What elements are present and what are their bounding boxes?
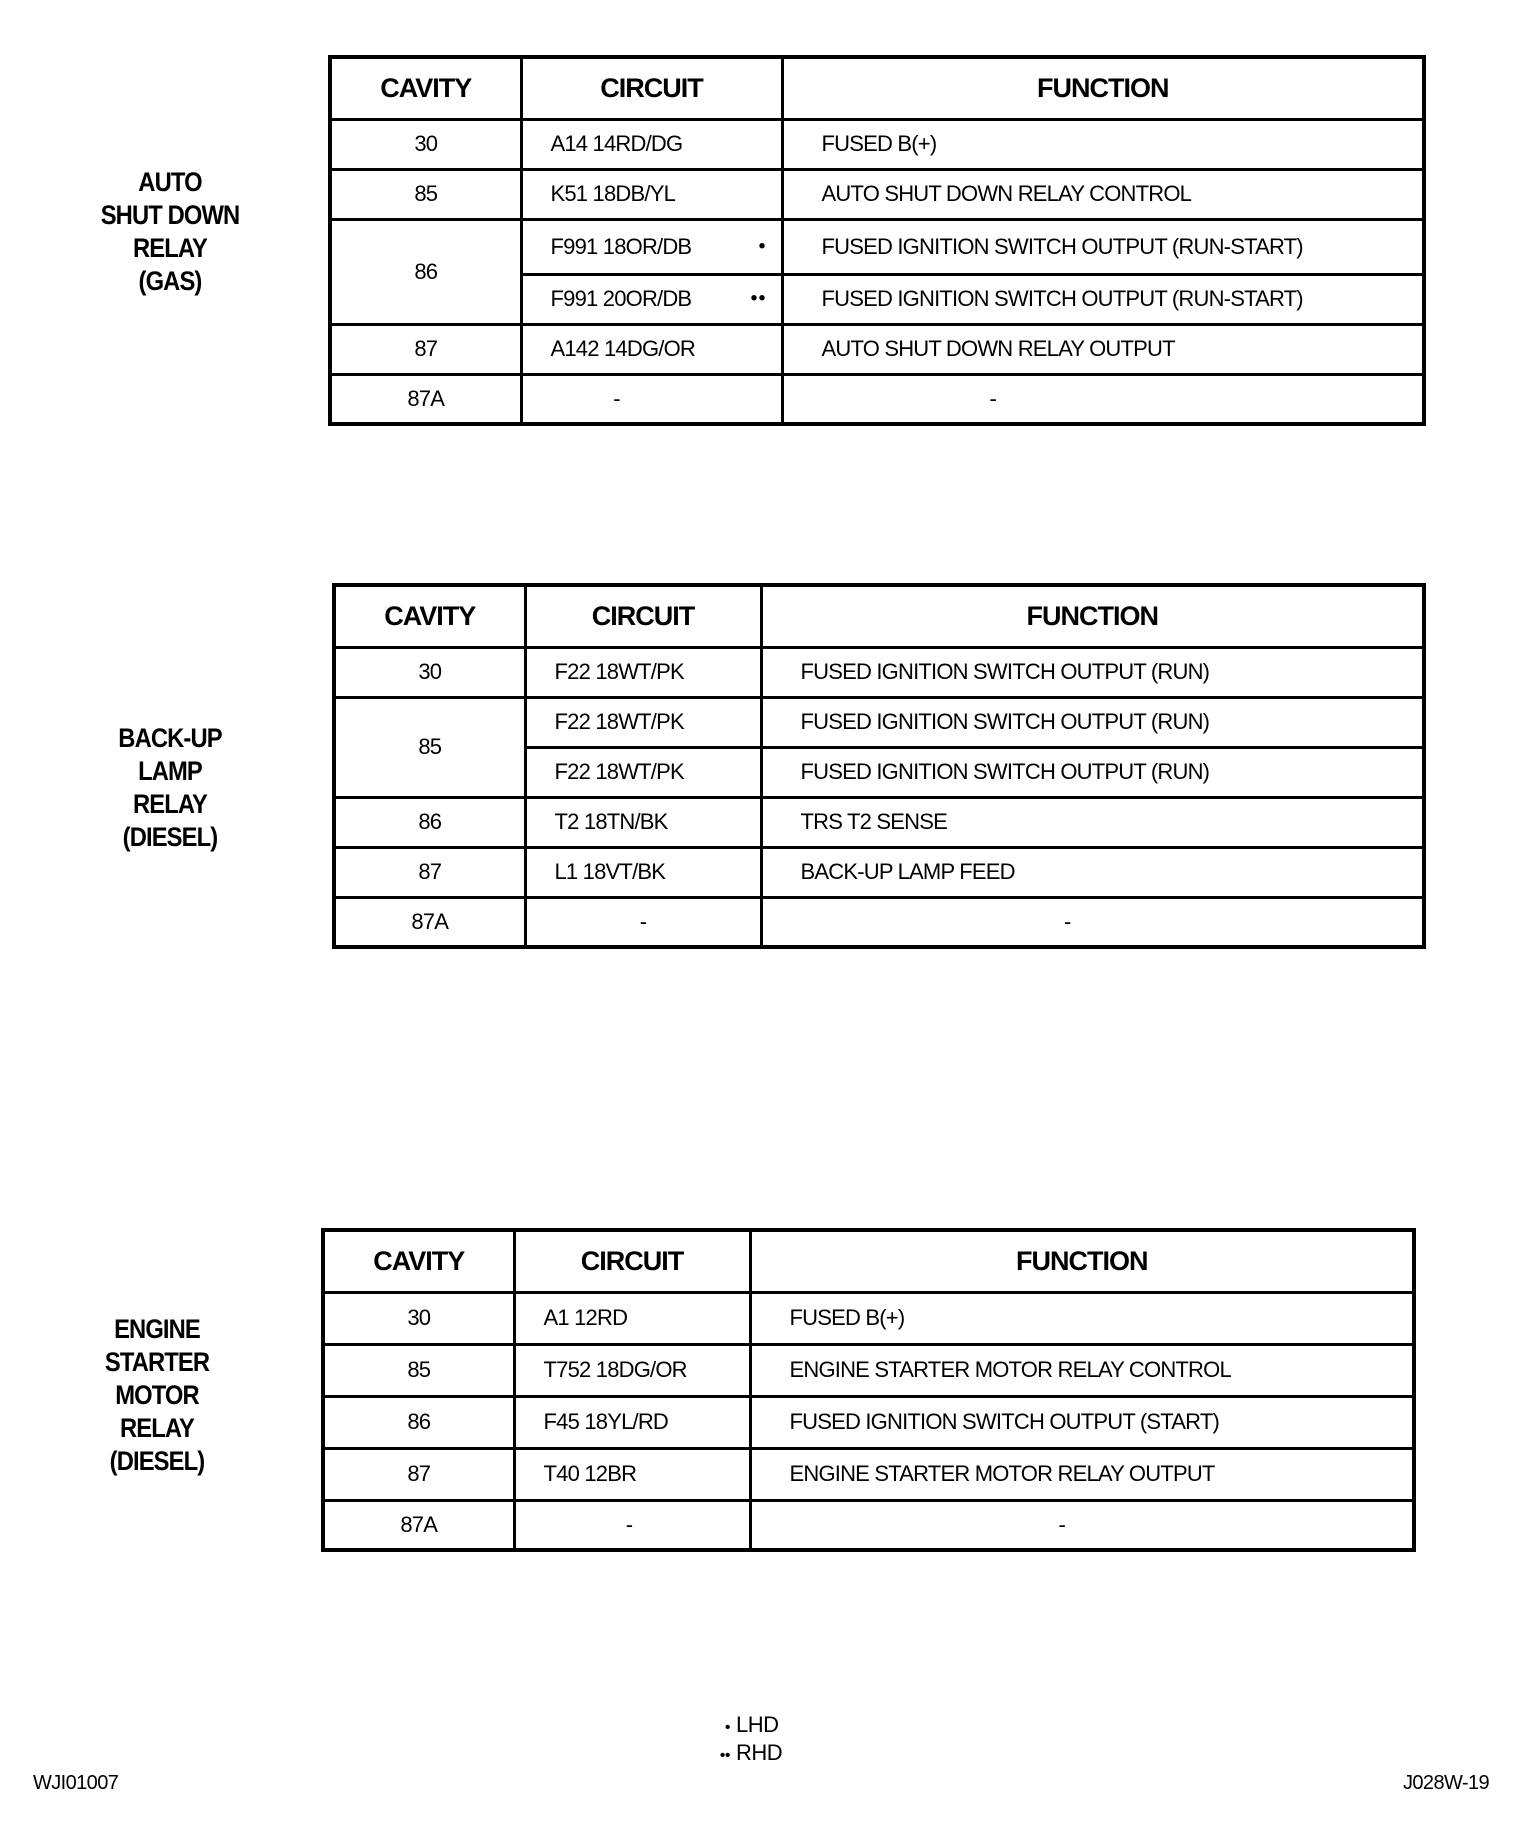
asd-relay-table	[328, 55, 1426, 426]
section-label-starter-relay	[82, 1313, 232, 1478]
cavity-cell: 30	[334, 647, 525, 697]
function-cell: FUSED IGNITION SWITCH OUTPUT (RUN)	[761, 747, 1424, 797]
function-cell: TRS T2 SENSE	[761, 797, 1424, 847]
circuit-cell: T752 18DG/OR	[514, 1344, 750, 1396]
cavity-cell: 87A	[330, 374, 521, 424]
figure-id-right: J028W-19	[1403, 1772, 1489, 1794]
label-line: RELAY	[133, 789, 207, 819]
table-row	[330, 374, 1424, 424]
function-cell: BACK-UP LAMP FEED	[761, 847, 1424, 897]
circuit-cell: A1 12RD	[514, 1292, 750, 1344]
label-line: BACK-UP	[118, 723, 222, 753]
cavity-cell: 87A	[323, 1500, 514, 1550]
label-line: LAMP	[138, 756, 202, 786]
function-cell: FUSED B(+)	[750, 1292, 1414, 1344]
function-cell: FUSED IGNITION SWITCH OUTPUT (RUN-START)	[782, 219, 1424, 274]
label-line: SHUT DOWN	[100, 200, 240, 230]
function-cell: ENGINE STARTER MOTOR RELAY OUTPUT	[750, 1448, 1414, 1500]
function-cell: AUTO SHUT DOWN RELAY CONTROL	[782, 169, 1424, 219]
header-function: FUNCTION	[761, 585, 1424, 647]
table-row	[323, 1396, 1414, 1448]
label-line: (DIESEL)	[109, 1446, 205, 1476]
circuit-cell: A142 14DG/OR	[521, 324, 782, 374]
header-circuit: CIRCUIT	[525, 585, 761, 647]
cavity-cell: 85	[330, 169, 521, 219]
cavity-cell: 87	[330, 324, 521, 374]
function-cell: FUSED IGNITION SWITCH OUTPUT (RUN)	[761, 697, 1424, 747]
cavity-cell: 87A	[334, 897, 525, 947]
circuit-cell: L1 18VT/BK	[525, 847, 761, 897]
table-row	[330, 119, 1424, 169]
cavity-cell: 85	[323, 1344, 514, 1396]
header-circuit: CIRCUIT	[521, 57, 782, 119]
label-line: (DIESEL)	[122, 822, 218, 852]
function-cell: -	[761, 897, 1424, 947]
table-row	[323, 1344, 1414, 1396]
table-row	[323, 1448, 1414, 1500]
circuit-cell: K51 18DB/YL	[521, 169, 782, 219]
table-row	[330, 169, 1424, 219]
cavity-cell: 86	[334, 797, 525, 847]
label-line: AUTO	[138, 167, 202, 197]
section-label-asd-relay	[95, 166, 245, 298]
circuit-cell: F22 18WT/PK	[525, 647, 761, 697]
header-row	[323, 1230, 1414, 1292]
function-cell: ENGINE STARTER MOTOR RELAY CONTROL	[750, 1344, 1414, 1396]
label-line: RELAY	[133, 233, 207, 263]
header-cavity: CAVITY	[330, 57, 521, 119]
legend-text: RHD	[736, 1740, 783, 1765]
legend-text: LHD	[736, 1712, 779, 1737]
table-row	[323, 1292, 1414, 1344]
backup-lamp-relay-table	[332, 583, 1426, 949]
table-row	[330, 324, 1424, 374]
circuit-cell	[521, 219, 782, 274]
table-row	[334, 897, 1424, 947]
header-function: FUNCTION	[750, 1230, 1414, 1292]
label-line: RELAY	[120, 1413, 194, 1443]
cavity-cell: 30	[323, 1292, 514, 1344]
function-cell: -	[782, 374, 1424, 424]
function-cell: FUSED IGNITION SWITCH OUTPUT (RUN)	[761, 647, 1424, 697]
circuit-cell: -	[525, 897, 761, 947]
header-function: FUNCTION	[782, 57, 1424, 119]
circuit-text: F991 18OR/DB	[550, 233, 692, 259]
table-row	[334, 797, 1424, 847]
table-row	[334, 847, 1424, 897]
starter-relay-table	[321, 1228, 1416, 1552]
circuit-cell: F22 18WT/PK	[525, 697, 761, 747]
function-cell: FUSED B(+)	[782, 119, 1424, 169]
label-line: (GAS)	[138, 266, 202, 296]
table-row	[330, 219, 1424, 274]
figure-id-left: WJI01007	[33, 1772, 119, 1794]
cavity-cell: 86	[330, 219, 521, 324]
rhd-marker-icon: ••	[750, 287, 767, 310]
cavity-cell: 30	[330, 119, 521, 169]
circuit-cell: A14 14RD/DG	[521, 119, 782, 169]
label-line: ENGINE	[114, 1314, 200, 1344]
function-cell: FUSED IGNITION SWITCH OUTPUT (START)	[750, 1396, 1414, 1448]
circuit-cell: -	[514, 1500, 750, 1550]
legend-item-lhd	[700, 1711, 782, 1739]
function-cell: -	[750, 1500, 1414, 1550]
cavity-cell: 86	[323, 1396, 514, 1448]
function-cell: AUTO SHUT DOWN RELAY OUTPUT	[782, 324, 1424, 374]
function-cell: FUSED IGNITION SWITCH OUTPUT (RUN-START)	[782, 274, 1424, 324]
table-row	[334, 647, 1424, 697]
circuit-text: F991 20OR/DB	[550, 286, 692, 311]
circuit-cell: F22 18WT/PK	[525, 747, 761, 797]
circuit-cell: T2 18TN/BK	[525, 797, 761, 847]
label-line: MOTOR	[115, 1380, 199, 1410]
lhd-bullet-icon: •	[724, 1719, 730, 1736]
lhd-marker-icon: •	[758, 235, 767, 257]
cavity-cell: 85	[334, 697, 525, 797]
header-row	[334, 585, 1424, 647]
circuit-cell: T40 12BR	[514, 1448, 750, 1500]
header-cavity: CAVITY	[334, 585, 525, 647]
label-line: STARTER	[104, 1347, 210, 1377]
circuit-cell: F45 18YL/RD	[514, 1396, 750, 1448]
legend-item-rhd	[700, 1739, 782, 1767]
circuit-cell: -	[521, 374, 782, 424]
table-row	[323, 1500, 1414, 1550]
rhd-bullet-icon: ••	[719, 1747, 730, 1764]
header-cavity: CAVITY	[323, 1230, 514, 1292]
section-label-backup-lamp-relay	[95, 722, 245, 854]
circuit-cell	[521, 274, 782, 324]
cavity-cell: 87	[334, 847, 525, 897]
cavity-cell: 87	[323, 1448, 514, 1500]
legend	[700, 1711, 782, 1767]
header-circuit: CIRCUIT	[514, 1230, 750, 1292]
header-row	[330, 57, 1424, 119]
table-row	[334, 697, 1424, 747]
